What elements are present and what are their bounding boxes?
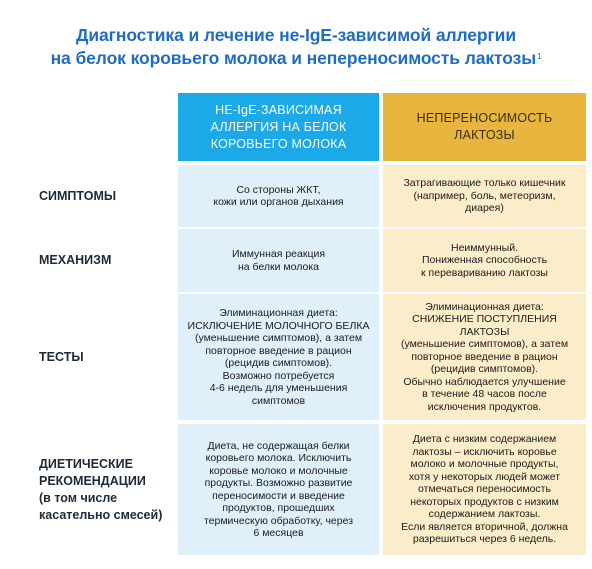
cell-symptoms-lactose: Затрагивающие только кишечник (например, боль, метеоризм, диарея) [383, 165, 586, 227]
footnote-marker: 1 [537, 52, 542, 61]
cell-symptoms-cma: Со стороны ЖКТ, кожи или органов дыхания [178, 165, 379, 227]
title-line-1: Диагностика и лечение не-IgE-зависимой аллергии [76, 25, 516, 45]
column-header-cma-text: НЕ-IgE-ЗАВИСИМАЯ АЛЛЕРГИЯ НА БЕЛОК КОРОВЬЕГО МОЛОКА [210, 102, 347, 151]
row-label-symptoms: СИМПТОМЫ [39, 188, 117, 203]
column-header-lactose-text: НЕПЕРЕНОСИМОСТЬ ЛАКТОЗЫ [416, 111, 553, 142]
row-label-diet: ДИЕТИЧЕСКИЕ РЕКОМЕНДАЦИИ (в том числе касательно смесей) [39, 456, 163, 522]
cell-mechanism-cma: Иммунная реакция на белки молока [178, 229, 379, 292]
cell-tests-lactose: Элиминационная диета: СНИЖЕНИЕ ПОСТУПЛЕНИЯ ЛАКТОЗЫ (уменьшение симптомов), а затем повторное введение в рацион (рецидив симптомов). Обычно наблюдается улучшение в течение 48 часов после исключения продуктов. [383, 294, 586, 420]
cell-tests-cma: Элиминационная диета: ИСКЛЮЧЕНИЕ МОЛОЧНОГО БЕЛКА (уменьшение симптомов), а затем повторное введение в рацион (рецидив симптомов). Возможно потребуется 4-6 недель для уменьшения симптомов [178, 294, 379, 420]
column-header-lactose [383, 93, 586, 161]
title-line-2-text: на белок коровьего молока и непереносимость лактозы [50, 48, 537, 68]
column-header-cma [178, 93, 379, 161]
row-label-mechanism: МЕХАНИЗМ [39, 253, 112, 267]
cell-mechanism-lactose: Неиммунный. Пониженная способность к перевариванию лактозы [383, 229, 586, 292]
cell-diet-lactose: Диета с низким содержанием лактозы – исключить коровье молоко и молочные продукты, хотя у некоторых людей может отмечаться переносимость некоторых продуктов с низким содержанием лактозы. Если является вторичной, должна разрешиться через 6 недель. [383, 424, 586, 555]
row-label-tests: ТЕСТЫ [39, 349, 84, 364]
cell-diet-cma: Диета, не содержащая белки коровьего молока. Исключить коровье молоко и молочные продукты. Возможно развитие переносимости и введение продуктов, прошедших термическую обработку, через 6 месяцев [178, 424, 379, 555]
